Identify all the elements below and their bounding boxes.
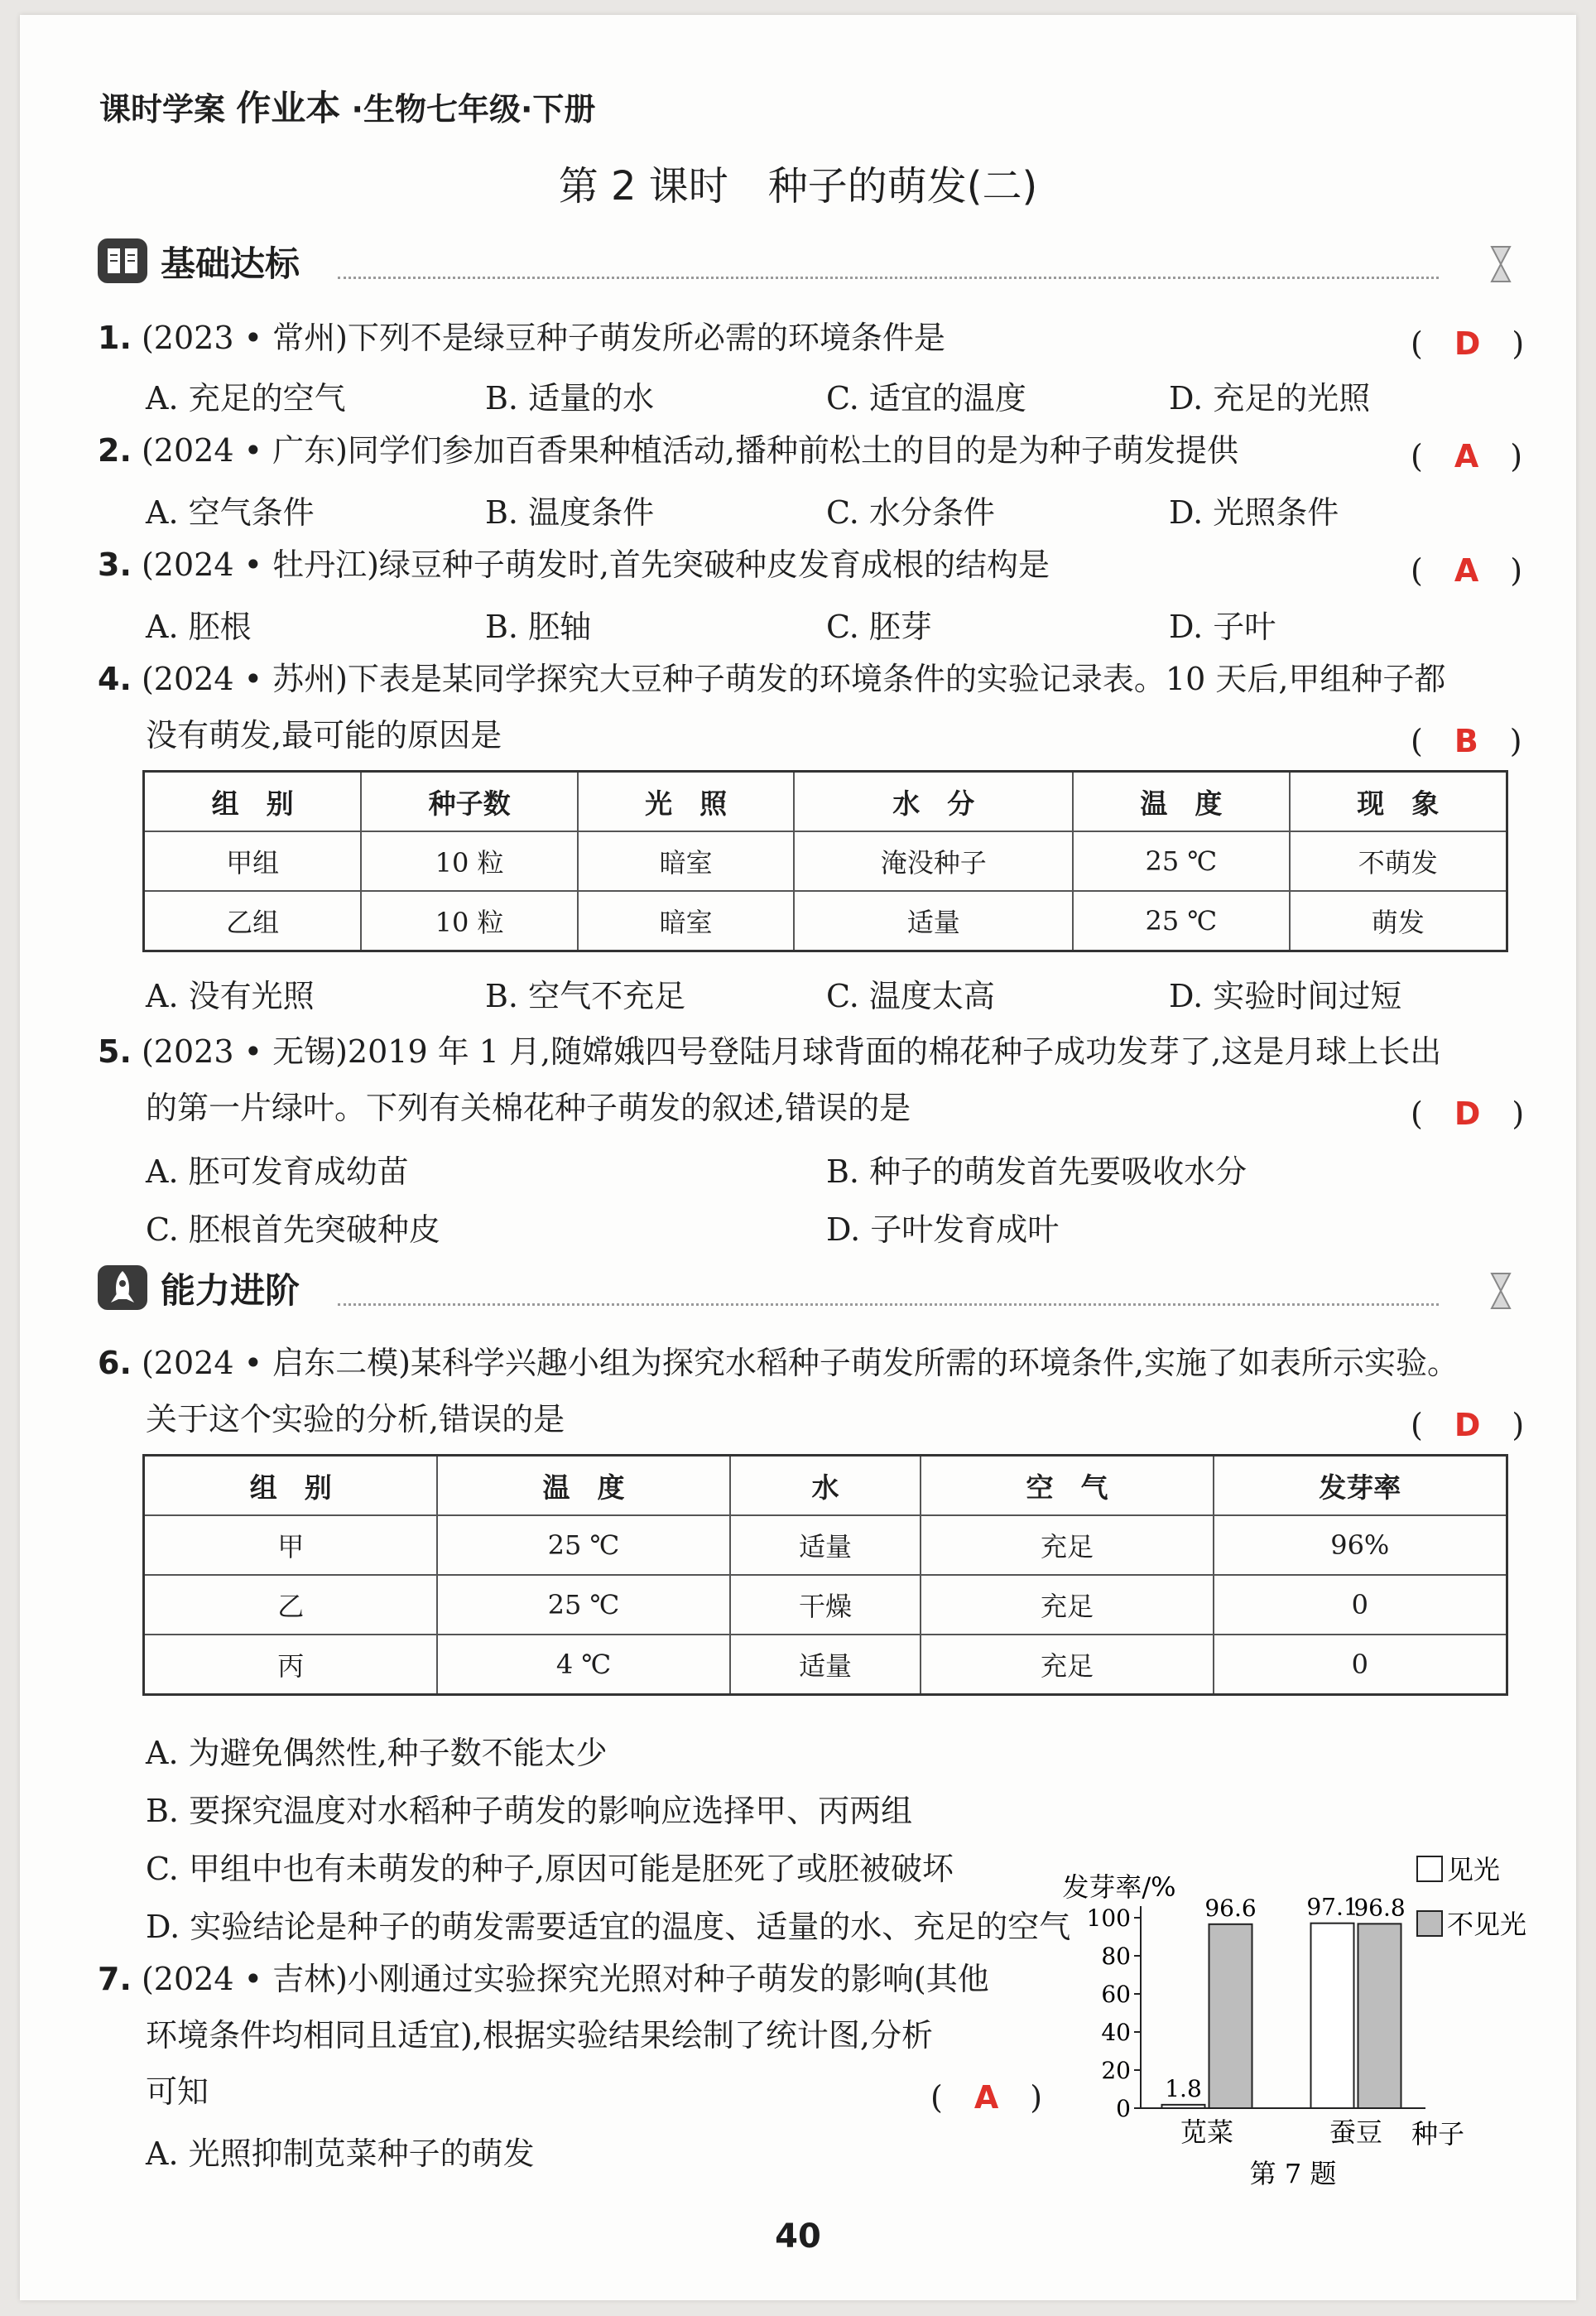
chart-title: 第 7 题 — [1249, 2158, 1337, 2189]
x-axis — [1141, 2108, 1425, 2148]
option: A. 胚根 — [146, 609, 252, 645]
table-cell: 充足 — [921, 1635, 1213, 1695]
table-header: 温 度 — [1073, 772, 1290, 832]
x-category-label: 蚕豆 — [1329, 2116, 1383, 2148]
legend-label: 不见光 — [1447, 1909, 1527, 1940]
bar-不见光 — [1209, 1924, 1252, 2108]
table-cell: 暗室 — [578, 891, 795, 951]
table-row — [144, 1515, 1507, 1575]
legend — [1417, 1854, 1526, 1940]
option: A. 没有光照 — [146, 978, 315, 1014]
table-header: 种子数 — [361, 772, 578, 832]
option: A. 光照抑制苋菜种子的萌发 — [146, 2135, 535, 2172]
book-header — [99, 81, 595, 131]
x-axis-label: 种子 — [1411, 2118, 1465, 2150]
section-title: 基础达标 — [161, 243, 300, 284]
table-cell: 干燥 — [730, 1575, 921, 1635]
question-3: 3. (2024 • 牡丹江)绿豆种子萌发时,首先突破种皮发育成根的结构是 — [98, 546, 1050, 583]
table-cell: 乙 — [144, 1575, 438, 1635]
table-cell: 96% — [1214, 1515, 1507, 1575]
table-cell: 0 — [1214, 1635, 1507, 1695]
page-number: 40 — [775, 2217, 821, 2256]
question-1: 1. (2023 • 常州)下列不是绿豆种子萌发所必需的环境条件是 — [98, 320, 945, 356]
table-header: 组 别 — [144, 1456, 438, 1516]
rocket-icon — [98, 1265, 147, 1310]
header-sep1: · — [351, 91, 363, 128]
header-book: 作业本 — [236, 88, 341, 128]
bar-见光 — [1311, 1924, 1354, 2108]
answer-2: ( A ) — [1411, 438, 1523, 474]
header-sep2: · — [520, 91, 533, 128]
table-header: 现 象 — [1290, 772, 1507, 832]
option: D. 光照条件 — [1169, 494, 1339, 531]
y-tick-label: 0 — [1116, 2095, 1131, 2122]
option: A. 为避免偶然性,种子数不能太少 — [146, 1735, 608, 1771]
option: B. 要探究温度对水稻种子萌发的影响应选择甲、丙两组 — [146, 1793, 913, 1829]
question-2: 2. (2024 • 广东)同学们参加百香果种植活动,播种前松土的目的是为种子萌发提供 — [98, 432, 1238, 469]
q6-table — [142, 1454, 1508, 1696]
question-7-line2: 环境条件均相同且适宜),根据实验结果绘制了统计图,分析 — [146, 2017, 933, 2054]
answer-4: ( B ) — [1411, 723, 1522, 759]
data-label: 1.8 — [1165, 2074, 1202, 2102]
table-row — [144, 831, 1507, 891]
option: C. 水分条件 — [826, 494, 995, 531]
option: D. 充足的光照 — [1169, 380, 1371, 416]
hourglass-icon — [1488, 1272, 1513, 1310]
legend-label: 见光 — [1447, 1854, 1501, 1885]
table-cell: 暗室 — [578, 831, 795, 891]
table-header: 发芽率 — [1214, 1456, 1507, 1516]
table-header: 空 气 — [921, 1456, 1213, 1516]
table-row — [144, 1635, 1507, 1695]
question-7: 7. (2024 • 吉林)小刚通过实验探究光照对种子萌发的影响(其他 — [98, 1961, 989, 1997]
option: C. 温度太高 — [826, 978, 995, 1014]
answer-5: ( D ) — [1411, 1095, 1525, 1132]
y-tick-label: 40 — [1101, 2019, 1131, 2046]
question-7-line3: 可知 — [146, 2073, 209, 2110]
option: B. 温度条件 — [485, 494, 655, 531]
legend-swatch — [1417, 1856, 1442, 1881]
option: B. 种子的萌发首先要吸收水分 — [826, 1153, 1247, 1190]
table-cell: 25 ℃ — [1073, 831, 1290, 891]
table-cell: 丙 — [144, 1635, 438, 1695]
option: C. 胚芽 — [826, 609, 932, 645]
question-5-line2: 的第一片绿叶。下列有关棉花种子萌发的叙述,错误的是 — [146, 1090, 911, 1126]
table-cell: 10 粒 — [361, 831, 578, 891]
question-6-line2: 关于这个实验的分析,错误的是 — [146, 1401, 565, 1437]
table-cell: 甲 — [144, 1515, 438, 1575]
bar-不见光 — [1358, 1924, 1401, 2108]
header-series: 课时学案 — [99, 91, 226, 128]
question-4-line2: 没有萌发,最可能的原因是 — [146, 717, 502, 754]
section-advanced — [98, 1264, 1505, 1313]
option: D. 子叶 — [1169, 609, 1276, 645]
data-label: 96.8 — [1353, 1894, 1406, 1922]
y-tick-label: 100 — [1086, 1904, 1131, 1932]
option: D. 子叶发育成叶 — [826, 1211, 1060, 1248]
table-cell: 0 — [1214, 1575, 1507, 1635]
book-icon — [98, 238, 147, 283]
lesson-title: 第 2 课时 种子的萌发(二) — [558, 163, 1038, 209]
answer-7: ( A ) — [930, 2079, 1043, 2116]
y-axis-label: 发芽率/% — [1062, 1871, 1176, 1903]
section-divider — [338, 277, 1439, 279]
section-title: 能力进阶 — [161, 1270, 300, 1311]
option: B. 空气不充足 — [485, 978, 686, 1014]
table-cell: 充足 — [921, 1515, 1213, 1575]
section-divider — [338, 1303, 1439, 1306]
table-header: 光 照 — [578, 772, 795, 832]
table-row — [144, 1575, 1507, 1635]
table-cell: 乙组 — [144, 891, 362, 951]
option: B. 适量的水 — [485, 380, 655, 416]
table-header: 组 别 — [144, 772, 362, 832]
option: C. 适宜的温度 — [826, 380, 1026, 416]
answer-1: ( D ) — [1411, 325, 1525, 362]
page — [20, 15, 1576, 2300]
data-label: 97.1 — [1306, 1893, 1358, 1921]
option: D. 实验结论是种子的萌发需要适宜的温度、适量的水、充足的空气 — [146, 1909, 1071, 1945]
bar-chart — [1061, 1828, 1550, 2193]
table-cell: 萌发 — [1290, 891, 1507, 951]
table-cell: 不萌发 — [1290, 831, 1507, 891]
answer-6: ( D ) — [1411, 1407, 1525, 1443]
option: C. 胚根首先突破种皮 — [146, 1211, 440, 1248]
y-tick-label: 20 — [1101, 2057, 1131, 2084]
table-header: 水 — [730, 1456, 921, 1516]
option: B. 胚轴 — [485, 609, 592, 645]
option: D. 实验时间过短 — [1169, 978, 1402, 1014]
table-cell: 甲组 — [144, 831, 362, 891]
hourglass-icon — [1488, 245, 1513, 283]
table-cell: 4 ℃ — [437, 1635, 729, 1695]
table-cell: 25 ℃ — [437, 1575, 729, 1635]
header-subject: 生物七年级 — [363, 91, 521, 128]
x-category-label: 苋菜 — [1180, 2116, 1234, 2148]
option: A. 胚可发育成幼苗 — [146, 1153, 409, 1190]
question-6: 6. (2024 • 启东二模)某科学兴趣小组为探究水稻种子萌发所需的环境条件,实施了如表所示实验。 — [98, 1345, 1459, 1381]
table-header: 温 度 — [437, 1456, 729, 1516]
table-header-row — [144, 772, 1507, 832]
legend-swatch — [1417, 1911, 1442, 1936]
y-tick-label: 80 — [1101, 1943, 1131, 1970]
table-header-row — [144, 1456, 1507, 1516]
table-cell: 25 ℃ — [1073, 891, 1290, 951]
table-cell: 淹没种子 — [794, 831, 1073, 891]
table-cell: 10 粒 — [361, 891, 578, 951]
y-tick-label: 60 — [1101, 1981, 1131, 2008]
option: A. 空气条件 — [146, 494, 315, 531]
answer-3: ( A ) — [1411, 552, 1523, 589]
table-cell: 充足 — [921, 1575, 1213, 1635]
q4-table — [142, 770, 1508, 952]
table-cell: 适量 — [730, 1515, 921, 1575]
question-5: 5. (2023 • 无锡)2019 年 1 月,随嫦娥四号登陆月球背面的棉花种子成功发芽了,这是月球上长出 — [98, 1033, 1442, 1070]
table-header: 水 分 — [794, 772, 1073, 832]
option: C. 甲组中也有未萌发的种子,原因可能是胚死了或胚被破坏 — [146, 1851, 954, 1887]
y-axis — [1087, 1904, 1141, 2122]
table-cell: 适量 — [730, 1635, 921, 1695]
table-cell: 适量 — [794, 891, 1073, 951]
bars — [1162, 1894, 1406, 2108]
option: A. 充足的空气 — [146, 380, 346, 416]
header-volume: 下册 — [532, 91, 596, 128]
table-row — [144, 891, 1507, 951]
section-basic — [98, 237, 1505, 286]
data-label: 96.6 — [1204, 1894, 1257, 1922]
question-4: 4. (2024 • 苏州)下表是某同学探究大豆种子萌发的环境条件的实验记录表。10 天后,甲组种子都 — [98, 661, 1446, 697]
table-cell: 25 ℃ — [437, 1515, 729, 1575]
